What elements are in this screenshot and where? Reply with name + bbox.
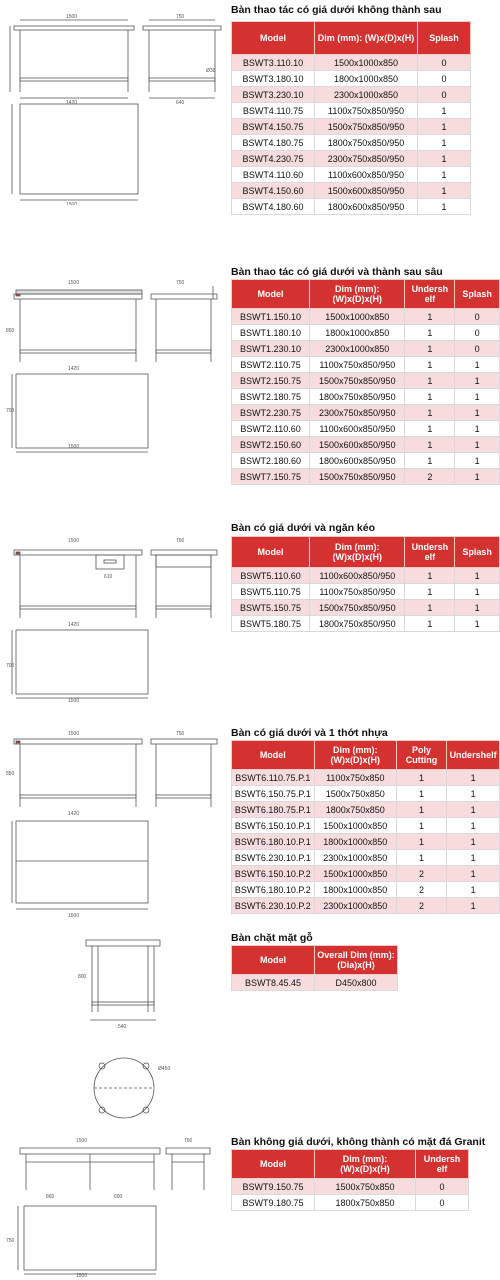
model-cell: BSWT4.110.60 xyxy=(232,167,315,183)
spec-table xyxy=(231,279,500,485)
table-row xyxy=(232,469,500,485)
dim-label: Ø38 xyxy=(206,68,216,74)
table-cell: 1 xyxy=(447,882,500,898)
table-cell: 1 xyxy=(447,786,500,802)
table-row xyxy=(232,600,500,616)
table-cell: 0 xyxy=(418,71,471,87)
table-cell: 1 xyxy=(447,818,500,834)
dim-label: 1420 xyxy=(68,811,80,817)
dim-label: 700 xyxy=(6,408,15,414)
table-header-row xyxy=(232,741,500,770)
drawing-1 xyxy=(6,0,226,205)
model-cell: BSWT4.180.75 xyxy=(232,135,315,151)
table-cell: 1 xyxy=(447,834,500,850)
dim-label: 1420 xyxy=(66,100,78,106)
model-cell: BSWT2.230.75 xyxy=(232,405,310,421)
column-header: Model xyxy=(232,22,315,55)
model-cell: BSWT4.150.60 xyxy=(232,183,315,199)
dim-label: 1500 xyxy=(68,538,80,544)
table-cell: 1 xyxy=(405,373,455,389)
table-cell: 1800x750x850/950 xyxy=(315,135,418,151)
model-cell: BSWT1.230.10 xyxy=(232,341,310,357)
section-5 xyxy=(0,928,500,1138)
table-cell: 1500x750x850 xyxy=(314,786,396,802)
section-title: Bàn thao tác có giá dưới và thành sau sâu xyxy=(231,266,443,278)
column-header: Dim (mm): (W)x(D)x(H) xyxy=(310,280,405,309)
model-cell: BSWT4.180.60 xyxy=(232,199,315,215)
table-cell: 1100x750x850/950 xyxy=(310,584,405,600)
table-row xyxy=(232,850,500,866)
table-row xyxy=(232,389,500,405)
table-row xyxy=(232,405,500,421)
table-cell: 0 xyxy=(418,55,471,71)
dim-label: 600 xyxy=(114,1194,123,1200)
table-cell: 1100x750x850/950 xyxy=(315,103,418,119)
table-cell: 0 xyxy=(455,341,500,357)
table-header-row xyxy=(232,537,500,568)
column-header: Dim (mm): (W)x(D)x(H) xyxy=(314,741,396,770)
table-row xyxy=(232,71,471,87)
model-cell: BSWT6.180.10.P.2 xyxy=(232,882,315,898)
model-cell: BSWT5.150.75 xyxy=(232,600,310,616)
model-cell: BSWT9.150.75 xyxy=(232,1179,315,1195)
dim-label: 750 xyxy=(176,538,185,544)
column-header: Undersh elf xyxy=(416,1150,469,1179)
table-cell: 1 xyxy=(405,405,455,421)
column-header: Undersh elf xyxy=(405,537,455,568)
dim-label: 640 xyxy=(176,100,185,106)
column-header: Dim (mm): (W)x(D)x(H) xyxy=(310,537,405,568)
dim-label: 1500 xyxy=(76,1273,88,1277)
table-cell: 1 xyxy=(418,167,471,183)
dim-label: 1500 xyxy=(66,202,78,205)
dim-label: 1500 xyxy=(68,698,80,702)
table-row xyxy=(232,373,500,389)
section-4 xyxy=(0,725,500,925)
spec-table xyxy=(231,740,500,914)
dim-label: Ø450 xyxy=(158,1066,171,1072)
table-row xyxy=(232,325,500,341)
table-cell: 1100x600x850/950 xyxy=(310,568,405,584)
table-cell: 1 xyxy=(396,834,446,850)
table-cell: 1500x1000x850 xyxy=(314,866,396,882)
table-row xyxy=(232,770,500,786)
table-cell: 1 xyxy=(447,866,500,882)
dim-label: 1500 xyxy=(68,731,80,737)
table-cell: 1 xyxy=(455,389,500,405)
drawing-5 xyxy=(6,928,226,1133)
table-cell: 1500x750x850 xyxy=(315,1179,416,1195)
table-cell: 1 xyxy=(405,341,455,357)
table-body xyxy=(232,975,398,991)
table-cell: 2300x1000x850 xyxy=(314,850,396,866)
table-cell: 1 xyxy=(418,119,471,135)
dim-label: 850 xyxy=(6,328,15,334)
table-header-row xyxy=(232,280,500,309)
table-row xyxy=(232,898,500,914)
section-2 xyxy=(0,262,500,522)
table-row xyxy=(232,341,500,357)
table-cell: 1 xyxy=(455,437,500,453)
table-row xyxy=(232,584,500,600)
table-cell: 1 xyxy=(418,199,471,215)
table-row xyxy=(232,1179,469,1195)
table-row xyxy=(232,453,500,469)
model-cell: BSWT6.150.75.P.1 xyxy=(232,786,315,802)
table-cell: 1800x750x850 xyxy=(315,1195,416,1211)
model-cell: BSWT4.110.75 xyxy=(232,103,315,119)
table-row xyxy=(232,802,500,818)
table-cell: 1 xyxy=(418,135,471,151)
column-header: Model xyxy=(232,537,310,568)
table-cell: 1500x750x850/950 xyxy=(310,600,405,616)
table-cell: 2300x750x850/950 xyxy=(310,405,405,421)
model-cell: BSWT2.150.60 xyxy=(232,437,310,453)
table-cell: 0 xyxy=(416,1179,469,1195)
dim-label: 750 xyxy=(176,14,185,20)
table-cell: 2300x1000x850 xyxy=(310,341,405,357)
table-cell: 1 xyxy=(447,802,500,818)
table-header-row xyxy=(232,22,471,55)
table-cell: 1 xyxy=(455,373,500,389)
table-cell: 1 xyxy=(405,389,455,405)
dim-label: 700 xyxy=(6,663,15,669)
table-cell: 1 xyxy=(447,850,500,866)
table-cell: 2 xyxy=(396,866,446,882)
column-header: Overall Dim (mm): (Dia)x(H) xyxy=(315,946,398,975)
model-cell: BSWT8.45.45 xyxy=(232,975,315,991)
table-row xyxy=(232,834,500,850)
table-cell: 1500x1000x850 xyxy=(310,309,405,325)
table-cell: 1800x600x850/950 xyxy=(310,453,405,469)
dim-label: 800 xyxy=(78,974,87,980)
model-cell: BSWT6.180.10.P.1 xyxy=(232,834,315,850)
table-cell: 1500x600x850/950 xyxy=(310,437,405,453)
table-cell: 1 xyxy=(405,325,455,341)
model-cell: BSWT5.110.75 xyxy=(232,584,310,600)
table-cell: 1 xyxy=(405,568,455,584)
table-cell: 1500x1000x850 xyxy=(314,818,396,834)
column-header: Model xyxy=(232,741,315,770)
table-cell: 1 xyxy=(447,898,500,914)
table-row xyxy=(232,199,471,215)
table-cell: 1800x1000x850 xyxy=(314,834,396,850)
table-cell: 1800x750x850/950 xyxy=(310,389,405,405)
table-row xyxy=(232,309,500,325)
table-cell: 1500x750x850/950 xyxy=(310,373,405,389)
table-cell: 0 xyxy=(418,87,471,103)
section-title: Bàn thao tác có giá dưới không thành sau xyxy=(231,4,442,16)
drawing-2 xyxy=(6,262,226,457)
model-cell: BSWT3.110.10 xyxy=(232,55,315,71)
model-cell: BSWT3.230.10 xyxy=(232,87,315,103)
table-cell: 1 xyxy=(455,405,500,421)
model-cell: BSWT2.110.75 xyxy=(232,357,310,373)
model-cell: BSWT5.110.60 xyxy=(232,568,310,584)
table-row xyxy=(232,151,471,167)
table-row xyxy=(232,87,471,103)
table-cell: 1 xyxy=(405,421,455,437)
column-header: Model xyxy=(232,946,315,975)
dim-label: 750 xyxy=(6,1238,15,1244)
table-cell: 1 xyxy=(455,357,500,373)
table-row xyxy=(232,882,500,898)
drawing-4 xyxy=(6,725,226,920)
model-cell: BSWT9.180.75 xyxy=(232,1195,315,1211)
dim-label: 750 xyxy=(176,731,185,737)
model-cell: BSWT7.150.75 xyxy=(232,469,310,485)
table-body xyxy=(232,1179,469,1211)
model-cell: BSWT1.180.10 xyxy=(232,325,310,341)
table-cell: 1 xyxy=(455,568,500,584)
table-row xyxy=(232,357,500,373)
model-cell: BSWT6.230.10.P.2 xyxy=(232,898,315,914)
table-cell: 1500x600x850/950 xyxy=(315,183,418,199)
section-title: Bàn có giá dưới và 1 thớt nhựa xyxy=(231,727,388,739)
table-cell: 2 xyxy=(396,898,446,914)
table-cell: 2 xyxy=(396,882,446,898)
model-cell: BSWT5.180.75 xyxy=(232,616,310,632)
column-header: Model xyxy=(232,1150,315,1179)
table-header-row xyxy=(232,1150,469,1179)
dim-label: 860 xyxy=(46,1194,55,1200)
table-row xyxy=(232,167,471,183)
table-row xyxy=(232,866,500,882)
table-cell: 1 xyxy=(405,453,455,469)
table-cell: 1 xyxy=(455,469,500,485)
drawing-3 xyxy=(6,522,226,702)
table-cell: 1 xyxy=(405,584,455,600)
table-row xyxy=(232,437,500,453)
table-row xyxy=(232,818,500,834)
table-cell: 1 xyxy=(418,103,471,119)
dim-label: 1420 xyxy=(68,622,80,628)
table-body xyxy=(232,568,500,632)
table-cell: 2 xyxy=(405,469,455,485)
table-cell: 1100x600x850/950 xyxy=(310,421,405,437)
table-cell: 1 xyxy=(405,600,455,616)
table-cell: 1 xyxy=(405,309,455,325)
section-3 xyxy=(0,522,500,707)
column-header: Dim (mm): (W)x(D)x(H) xyxy=(315,1150,416,1179)
table-row xyxy=(232,975,398,991)
table-cell: 1800x1000x850 xyxy=(314,882,396,898)
table-cell: 1 xyxy=(455,421,500,437)
dim-label: 1500 xyxy=(66,14,78,20)
column-header: Poly Cutting xyxy=(396,741,446,770)
column-header: Model xyxy=(232,280,310,309)
section-6 xyxy=(0,1132,500,1280)
model-cell: BSWT3.180.10 xyxy=(232,71,315,87)
table-header-row xyxy=(232,946,398,975)
table-cell: 1 xyxy=(396,818,446,834)
table-row xyxy=(232,421,500,437)
column-header: Undersh elf xyxy=(405,280,455,309)
table-row xyxy=(232,568,500,584)
table-cell: 1800x1000x850 xyxy=(310,325,405,341)
table-cell: 1800x750x850 xyxy=(314,802,396,818)
dim-label: 1500 xyxy=(68,444,80,450)
model-cell: BSWT2.180.75 xyxy=(232,389,310,405)
drawing-6 xyxy=(6,1132,226,1277)
spec-table xyxy=(231,945,398,991)
model-cell: BSWT6.110.75.P.1 xyxy=(232,770,315,786)
dim-label: 1500 xyxy=(76,1138,88,1144)
table-cell: 0 xyxy=(455,325,500,341)
column-header: Splash xyxy=(455,280,500,309)
table-cell: D450x800 xyxy=(315,975,398,991)
dim-label: 750 xyxy=(176,280,185,286)
table-cell: 1100x600x850/950 xyxy=(315,167,418,183)
table-cell: 1500x750x850/950 xyxy=(315,119,418,135)
model-cell: BSWT2.150.75 xyxy=(232,373,310,389)
table-cell: 1 xyxy=(447,770,500,786)
table-cell: 1 xyxy=(405,616,455,632)
table-row xyxy=(232,119,471,135)
table-cell: 1 xyxy=(405,437,455,453)
table-cell: 2300x1000x850 xyxy=(314,898,396,914)
dim-label: 540 xyxy=(118,1024,127,1030)
table-cell: 1 xyxy=(396,850,446,866)
table-cell: 1800x1000x850 xyxy=(315,71,418,87)
table-cell: 0 xyxy=(455,309,500,325)
section-title: Bàn chặt mặt gỗ xyxy=(231,932,313,944)
model-cell: BSWT6.150.10.P.2 xyxy=(232,866,315,882)
table-cell: 2300x1000x850 xyxy=(315,87,418,103)
table-row xyxy=(232,1195,469,1211)
table-cell: 1800x600x850/950 xyxy=(315,199,418,215)
table-cell: 1 xyxy=(405,357,455,373)
table-cell: 1 xyxy=(418,151,471,167)
model-cell: BSWT2.180.60 xyxy=(232,453,310,469)
dim-label: 750 xyxy=(184,1138,193,1144)
dim-label: 1500 xyxy=(68,280,80,286)
model-cell: BSWT1.150.10 xyxy=(232,309,310,325)
table-cell: 1 xyxy=(455,600,500,616)
column-header: Undershelf xyxy=(447,741,500,770)
dim-label: 1420 xyxy=(68,366,80,372)
table-cell: 1800x750x850/950 xyxy=(310,616,405,632)
dim-label: 610 xyxy=(104,574,113,580)
model-cell: BSWT2.110.60 xyxy=(232,421,310,437)
spec-table xyxy=(231,1149,469,1211)
section-title: Bàn có giá dưới và ngăn kéo xyxy=(231,522,376,534)
table-body xyxy=(232,770,500,914)
model-cell: BSWT6.180.75.P.1 xyxy=(232,802,315,818)
table-cell: 1500x1000x850 xyxy=(315,55,418,71)
table-cell: 1100x750x850/950 xyxy=(310,357,405,373)
dim-label: 1500 xyxy=(68,913,80,919)
table-cell: 2300x750x850/950 xyxy=(315,151,418,167)
model-cell: BSWT6.230.10.P.1 xyxy=(232,850,315,866)
table-cell: 1 xyxy=(455,584,500,600)
table-cell: 1 xyxy=(396,802,446,818)
table-row xyxy=(232,135,471,151)
spec-table xyxy=(231,536,500,632)
table-row xyxy=(232,55,471,71)
dim-label: 850 xyxy=(6,771,15,777)
spec-table xyxy=(231,21,471,215)
table-cell: 1500x750x850/950 xyxy=(310,469,405,485)
column-header: Splash xyxy=(455,537,500,568)
table-cell: 0 xyxy=(416,1195,469,1211)
section-1 xyxy=(0,0,500,250)
column-header: Splash xyxy=(418,22,471,55)
table-row xyxy=(232,183,471,199)
column-header: Dim (mm): (W)x(D)x(H) xyxy=(315,22,418,55)
table-body xyxy=(232,55,471,215)
table-body xyxy=(232,309,500,485)
section-title: Bàn không giá dưới, không thành có mặt đá Granit xyxy=(231,1136,486,1148)
table-cell: 1 xyxy=(396,770,446,786)
table-cell: 1 xyxy=(396,786,446,802)
model-cell: BSWT4.230.75 xyxy=(232,151,315,167)
model-cell: BSWT6.150.10.P.1 xyxy=(232,818,315,834)
table-row xyxy=(232,616,500,632)
table-cell: 1 xyxy=(455,453,500,469)
table-row xyxy=(232,103,471,119)
table-row xyxy=(232,786,500,802)
table-cell: 1100x750x850 xyxy=(314,770,396,786)
table-cell: 1 xyxy=(418,183,471,199)
table-cell: 1 xyxy=(455,616,500,632)
model-cell: BSWT4.150.75 xyxy=(232,119,315,135)
